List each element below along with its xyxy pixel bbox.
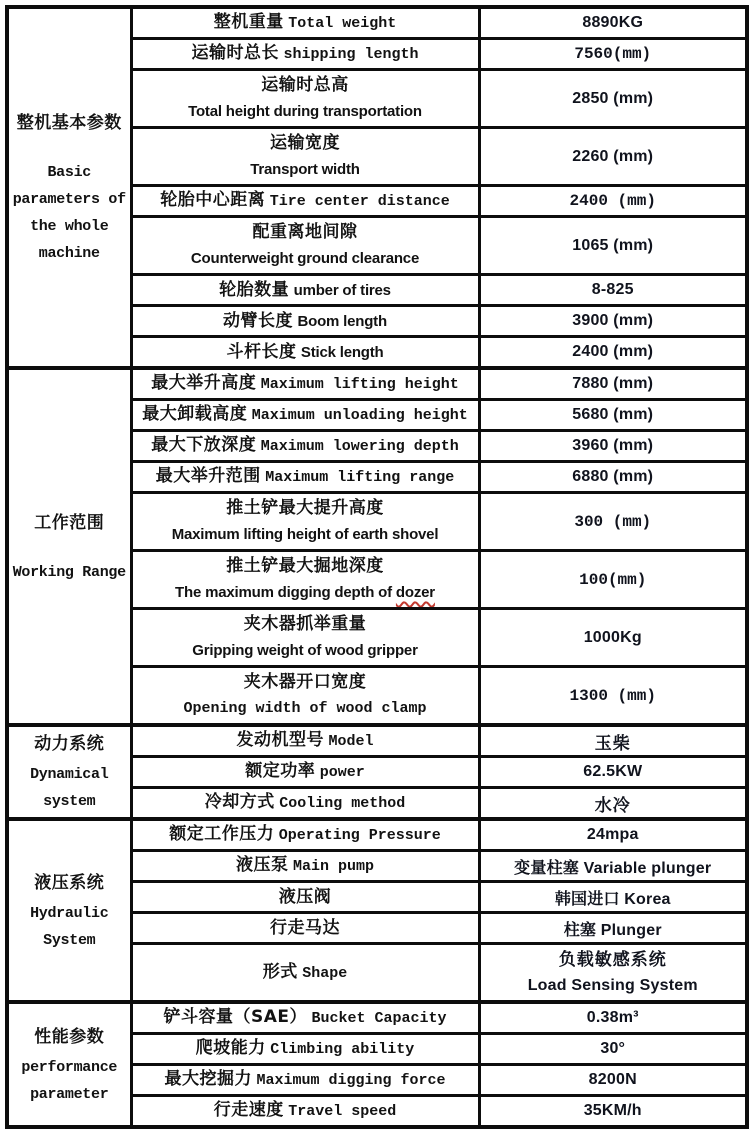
param-line xyxy=(135,822,476,848)
param-en: Maximum lifting height of earth shovel xyxy=(171,526,439,543)
value-text: 3900 (mm) xyxy=(572,312,654,329)
param-cell xyxy=(131,913,479,944)
param-zh: 最大举升高度 xyxy=(151,373,257,393)
param-cell xyxy=(131,1002,479,1034)
param-zh: 轮胎中心距离 xyxy=(160,190,266,210)
param-en: Climbing ability xyxy=(270,1041,415,1058)
value-text: 1300 (mm) xyxy=(569,686,656,705)
value-text: 30° xyxy=(600,1040,626,1057)
param-line xyxy=(135,960,476,986)
param-en: Bucket Capacity xyxy=(311,1010,447,1027)
value-text: 2850 (mm) xyxy=(572,89,654,107)
value-cell xyxy=(479,851,747,882)
param-zh: 最大举升范围 xyxy=(155,466,261,486)
param-zh: 运输宽度 xyxy=(270,133,340,153)
value-text: 2400 (mm) xyxy=(569,192,656,210)
param-cell xyxy=(131,609,479,667)
category-cell-basic-parameters xyxy=(7,7,131,368)
value-text: 6880 (mm) xyxy=(572,468,654,485)
param-line xyxy=(135,916,476,941)
param-line xyxy=(135,340,476,365)
misspelled-word: dozer xyxy=(395,584,435,601)
category-label-en: Dynamical system xyxy=(30,766,109,810)
param-zh: 最大卸载高度 xyxy=(142,404,248,424)
param-line xyxy=(135,41,476,67)
param-cell xyxy=(131,431,479,462)
value-cell xyxy=(479,462,747,493)
value-cell xyxy=(479,70,747,128)
value-text: 24mpa xyxy=(586,826,639,843)
value-text: 7560(mm) xyxy=(574,45,652,63)
param-line xyxy=(135,853,476,879)
param-cell xyxy=(131,7,479,39)
param-line xyxy=(135,10,476,36)
value-cell xyxy=(479,400,747,431)
param-line xyxy=(135,790,476,816)
param-zh: 动臂长度 xyxy=(223,310,294,331)
value-text: 韩国进口 Korea xyxy=(554,890,671,908)
param-zh: 推土铲最大提升高度 xyxy=(226,498,384,518)
value-cell xyxy=(479,757,747,788)
spec-row xyxy=(7,725,747,757)
spec-row xyxy=(7,7,747,39)
value-text: 1000Kg xyxy=(583,628,642,646)
param-cell xyxy=(131,1065,479,1096)
category-cell-working-range xyxy=(7,368,131,725)
param-en: Main pump xyxy=(292,858,374,875)
param-en: Gripping weight of wood gripper xyxy=(192,642,418,659)
param-cell xyxy=(131,70,479,128)
param-line xyxy=(135,728,476,754)
value-text: 变量柱塞 Variable plunger xyxy=(514,859,712,877)
value-cell xyxy=(479,493,747,551)
param-zh: 斗杆长度 xyxy=(226,341,297,362)
param-cell xyxy=(131,493,479,551)
category-cell-hydraulic-system xyxy=(7,819,131,1002)
param-cell xyxy=(131,944,479,1003)
value-text: 玉柴 xyxy=(594,733,631,754)
param-en: The maximum digging depth of dozer xyxy=(175,584,435,601)
value-text: 2400 (mm) xyxy=(572,343,654,360)
value-text: 2260 (mm) xyxy=(572,147,654,165)
param-cell xyxy=(131,851,479,882)
value-cell xyxy=(479,788,747,820)
param-cell xyxy=(131,217,479,275)
spec-table-body xyxy=(7,7,747,1127)
value-cell xyxy=(479,7,747,39)
category-cell-performance-parameter xyxy=(7,1002,131,1127)
param-line xyxy=(135,464,476,490)
value-cell xyxy=(479,944,747,1003)
value-line-zh: 负载敏感系统 xyxy=(558,949,667,970)
value-text: 柱塞 Plunger xyxy=(563,921,662,939)
value-text: 1065 (mm) xyxy=(572,236,654,254)
param-cell xyxy=(131,667,479,726)
value-cell xyxy=(479,217,747,275)
value-text: 8890KG xyxy=(582,14,644,31)
param-zh: 形式 xyxy=(262,961,298,982)
category-label-en: Working Range xyxy=(12,563,126,581)
param-en: Operating Pressure xyxy=(278,827,441,844)
param-line xyxy=(135,759,476,785)
category-label-zh: 动力系统 xyxy=(34,734,105,754)
param-zh: 夹木器开口宽度 xyxy=(243,672,367,692)
value-cell xyxy=(479,275,747,306)
value-text: 62.5KW xyxy=(583,763,643,780)
value-cell xyxy=(479,337,747,369)
param-en: Travel speed xyxy=(288,1103,397,1120)
param-en: Maximum lifting height xyxy=(260,376,459,393)
param-zh: 液压阀 xyxy=(278,886,332,907)
value-text: 300 (mm) xyxy=(574,512,652,531)
param-en: Model xyxy=(328,733,374,750)
param-cell xyxy=(131,39,479,70)
category-label-en: Basic parameters of the whole machine xyxy=(12,164,126,262)
param-line xyxy=(135,1036,476,1062)
param-en: Maximum unloading height xyxy=(251,407,468,424)
param-cell xyxy=(131,882,479,913)
param-cell xyxy=(131,128,479,186)
param-cell xyxy=(131,186,479,217)
param-en: umber of tires xyxy=(293,281,391,299)
param-zh: 行走速度 xyxy=(213,1100,284,1120)
category-label-zh: 整机基本参数 xyxy=(16,113,122,133)
param-en: Transport width xyxy=(250,161,360,178)
param-line xyxy=(135,402,476,428)
param-zh: 运输时总长 xyxy=(191,43,279,63)
param-line xyxy=(135,371,476,397)
spec-sheet xyxy=(5,5,749,1129)
param-cell xyxy=(131,400,479,431)
param-cell xyxy=(131,551,479,609)
param-zh: 液压泵 xyxy=(236,855,289,875)
param-line xyxy=(135,1005,476,1031)
value-cell xyxy=(479,1065,747,1096)
param-zh: 额定功率 xyxy=(245,761,316,781)
param-cell xyxy=(131,1034,479,1065)
value-cell xyxy=(479,882,747,913)
param-line xyxy=(135,885,476,910)
category-label-zh: 性能参数 xyxy=(34,1026,105,1047)
param-zh: 最大下放深度 xyxy=(151,435,257,455)
category-box xyxy=(11,821,128,1000)
spec-row xyxy=(7,368,747,400)
category-box xyxy=(11,370,128,723)
param-en: Boom length xyxy=(297,312,387,330)
param-en: Maximum digging force xyxy=(256,1072,446,1089)
param-zh: 配重离地间隙 xyxy=(252,222,358,242)
param-zh: 行走马达 xyxy=(270,917,340,938)
value-cell xyxy=(479,39,747,70)
value-text: 8-825 xyxy=(591,281,634,298)
value-cell xyxy=(479,609,747,667)
value-text: 0.38m³ xyxy=(586,1009,639,1026)
param-line xyxy=(135,278,476,303)
param-en: shipping length xyxy=(283,46,419,63)
param-zh: 夹木器抓举重量 xyxy=(243,614,367,634)
param-cell xyxy=(131,337,479,369)
param-zh: 轮胎数量 xyxy=(219,279,290,300)
param-en: Maximum lifting range xyxy=(265,469,455,486)
value-cell xyxy=(479,128,747,186)
param-zh: 铲斗容量（SAE） xyxy=(163,1007,308,1027)
param-cell xyxy=(131,725,479,757)
value-cell xyxy=(479,1034,747,1065)
param-zh: 冷却方式 xyxy=(204,792,275,812)
param-zh: 发动机型号 xyxy=(236,730,325,750)
value-cell xyxy=(479,913,747,944)
param-cell xyxy=(131,819,479,851)
value-cell xyxy=(479,725,747,757)
param-line xyxy=(135,1098,476,1124)
param-line xyxy=(135,1067,476,1093)
param-en: Shape xyxy=(302,964,348,982)
param-en: Total height during transportation xyxy=(188,103,422,120)
value-line-en: Load Sensing System xyxy=(527,976,698,994)
param-en: Maximum lowering depth xyxy=(260,438,459,455)
spec-table xyxy=(5,5,749,1129)
value-cell xyxy=(479,368,747,400)
value-cell xyxy=(479,667,747,726)
category-cell-dynamical-system xyxy=(7,725,131,819)
param-cell xyxy=(131,1096,479,1128)
param-zh: 爬坡能力 xyxy=(195,1038,266,1058)
category-label-en: Hydraulic System xyxy=(30,904,109,949)
param-en: Counterweight ground clearance xyxy=(190,250,420,267)
param-en: Stick length xyxy=(300,343,384,361)
value-text: 8200N xyxy=(588,1071,637,1088)
param-en: Opening width of wood clamp xyxy=(183,700,427,717)
category-label-zh: 工作范围 xyxy=(34,512,105,533)
category-label-zh: 液压系统 xyxy=(34,872,105,893)
value-cell xyxy=(479,551,747,609)
param-en: Tire center distance xyxy=(269,193,450,210)
param-cell xyxy=(131,368,479,400)
value-text: 35KM/h xyxy=(583,1102,642,1119)
param-line xyxy=(135,188,476,214)
value-cell xyxy=(479,186,747,217)
spec-row xyxy=(7,819,747,851)
value-text: 7880 (mm) xyxy=(572,375,654,392)
param-en: power xyxy=(319,764,365,781)
param-line xyxy=(135,433,476,459)
category-label-en: performance parameter xyxy=(21,1058,118,1103)
param-zh: 额定工作压力 xyxy=(169,824,275,844)
param-cell xyxy=(131,788,479,820)
value-cell xyxy=(479,1096,747,1128)
param-en: Total weight xyxy=(288,15,397,32)
param-line xyxy=(135,309,476,334)
value-text: 水冷 xyxy=(594,795,631,816)
value-cell xyxy=(479,819,747,851)
value-cell xyxy=(479,306,747,337)
param-cell xyxy=(131,275,479,306)
param-zh: 整机重量 xyxy=(213,12,284,32)
param-zh: 最大挖掘力 xyxy=(164,1069,252,1089)
value-text: 100(mm) xyxy=(579,570,647,589)
param-zh: 推土铲最大掘地深度 xyxy=(226,556,384,576)
category-box xyxy=(11,727,128,817)
param-cell xyxy=(131,757,479,788)
value-cell xyxy=(479,431,747,462)
value-text: 3960 (mm) xyxy=(572,437,654,454)
category-box xyxy=(11,9,128,366)
param-cell xyxy=(131,306,479,337)
param-cell xyxy=(131,462,479,493)
value-cell xyxy=(479,1002,747,1034)
param-zh: 运输时总高 xyxy=(261,75,349,95)
param-en: Cooling method xyxy=(279,795,406,812)
spec-row xyxy=(7,1002,747,1034)
category-box xyxy=(11,1004,128,1125)
value-text: 5680 (mm) xyxy=(572,406,654,423)
